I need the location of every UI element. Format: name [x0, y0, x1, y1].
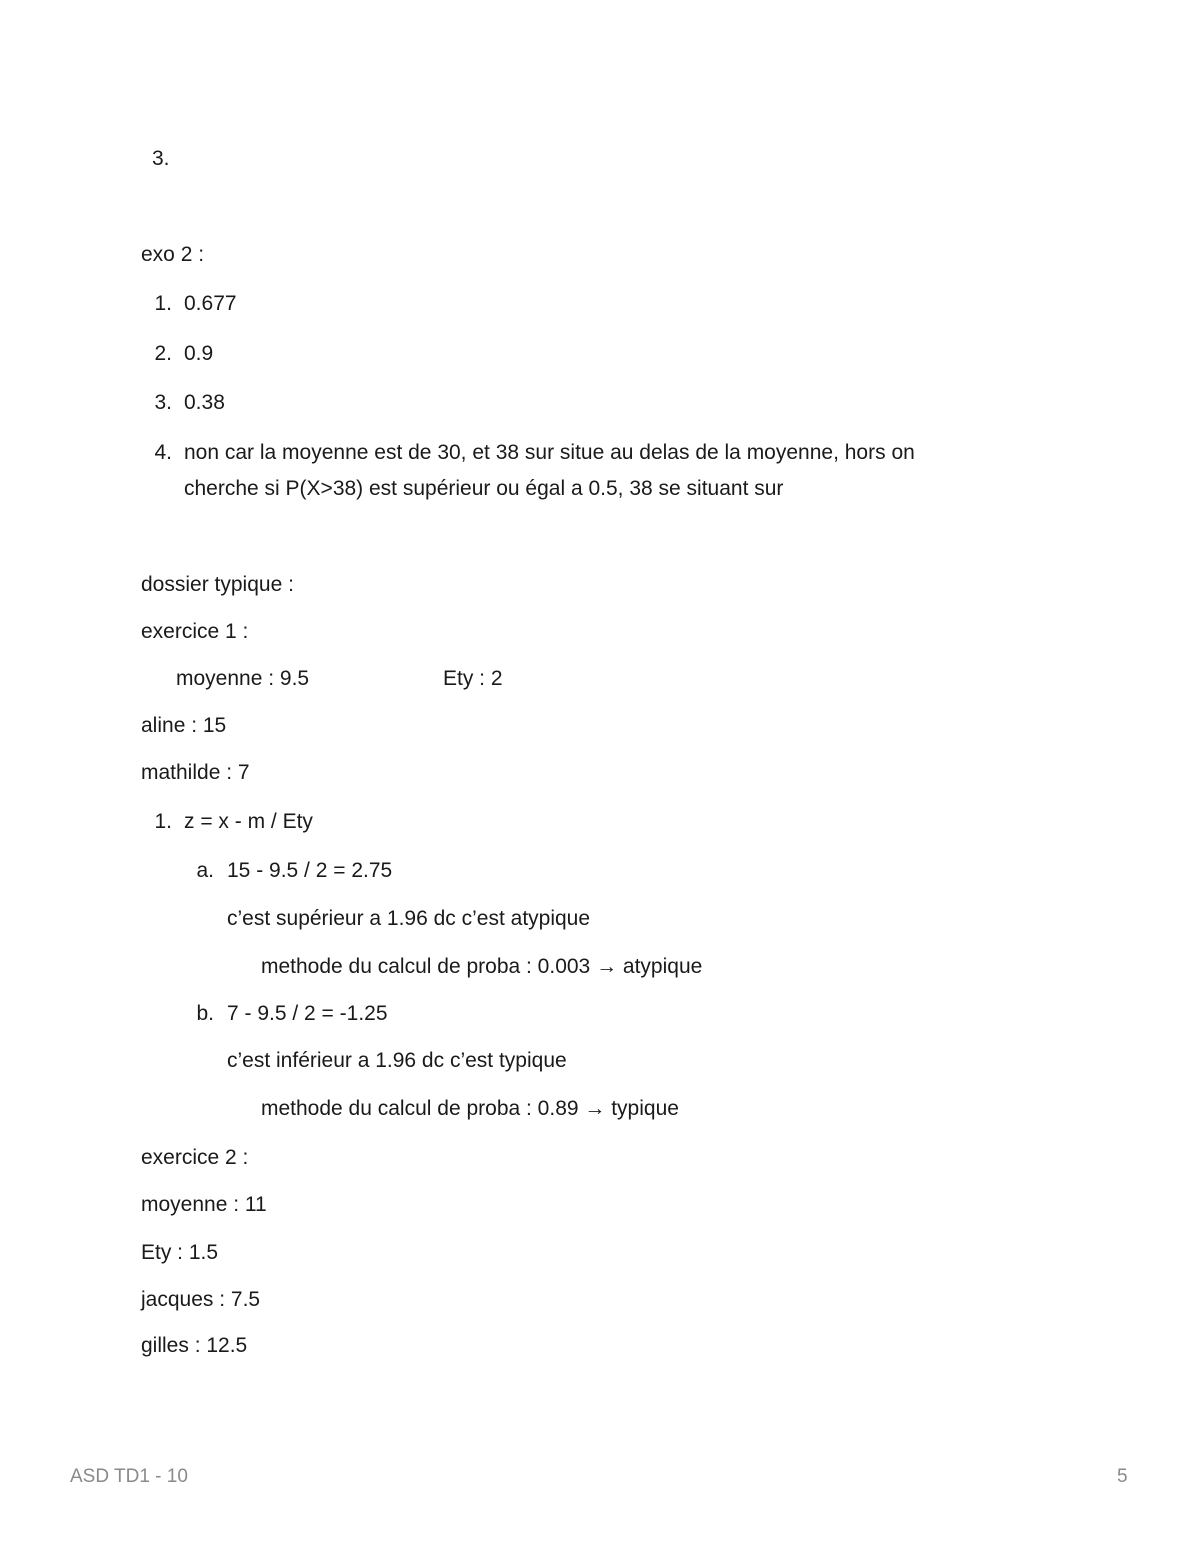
sub-list-letter: b. — [196, 1002, 214, 1025]
method-b: methode du calcul de proba : 0.89 → typique — [261, 1097, 679, 1120]
footer-title: ASD TD1 - 10 — [70, 1466, 188, 1487]
list-number: 2. — [154, 342, 172, 365]
formula: z = x - m / Ety — [184, 810, 313, 833]
moyenne-value: moyenne : 11 — [141, 1193, 267, 1216]
exercice2-heading: exercice 2 : — [141, 1146, 249, 1169]
dossier-heading: dossier typique : — [141, 573, 294, 596]
list-item-continuation: cherche si P(X>38) est supérieur ou égal a 0.5, 38 se situant sur — [184, 477, 784, 500]
exo2-heading: exo 2 : — [141, 243, 205, 266]
exercice1-heading: exercice 1 : — [141, 620, 249, 643]
ety-value: Ety : 2 — [443, 667, 503, 690]
list-item: 0.9 — [184, 342, 214, 365]
sub-list-letter: a. — [196, 859, 214, 882]
list-number: 1. — [154, 292, 172, 315]
page-number: 5 — [1117, 1466, 1128, 1487]
note-a: c’est supérieur a 1.96 dc c’est atypique — [227, 907, 591, 930]
list-item: 0.38 — [184, 391, 225, 414]
aline-value: aline : 15 — [141, 714, 227, 737]
list-number: 3. — [154, 391, 172, 414]
list-number: 4. — [154, 441, 172, 464]
note-b: c’est inférieur a 1.96 dc c’est typique — [227, 1049, 567, 1072]
jacques-value: jacques : 7.5 — [141, 1288, 261, 1311]
list-item: non car la moyenne est de 30, et 38 sur situe au delas de la moyenne, hors on — [184, 441, 915, 464]
gilles-value: gilles : 12.5 — [141, 1334, 248, 1357]
mathilde-value: mathilde : 7 — [141, 761, 250, 784]
list-number: 3. — [152, 147, 170, 170]
list-number: 1. — [154, 810, 172, 833]
method-a: methode du calcul de proba : 0.003 → atypique — [261, 955, 703, 978]
list-item: 0.677 — [184, 292, 237, 315]
calculation-a: 15 - 9.5 / 2 = 2.75 — [227, 859, 393, 882]
ety-value: Ety : 1.5 — [141, 1241, 219, 1264]
calculation-b: 7 - 9.5 / 2 = -1.25 — [227, 1002, 388, 1025]
moyenne-value: moyenne : 9.5 — [176, 667, 310, 690]
